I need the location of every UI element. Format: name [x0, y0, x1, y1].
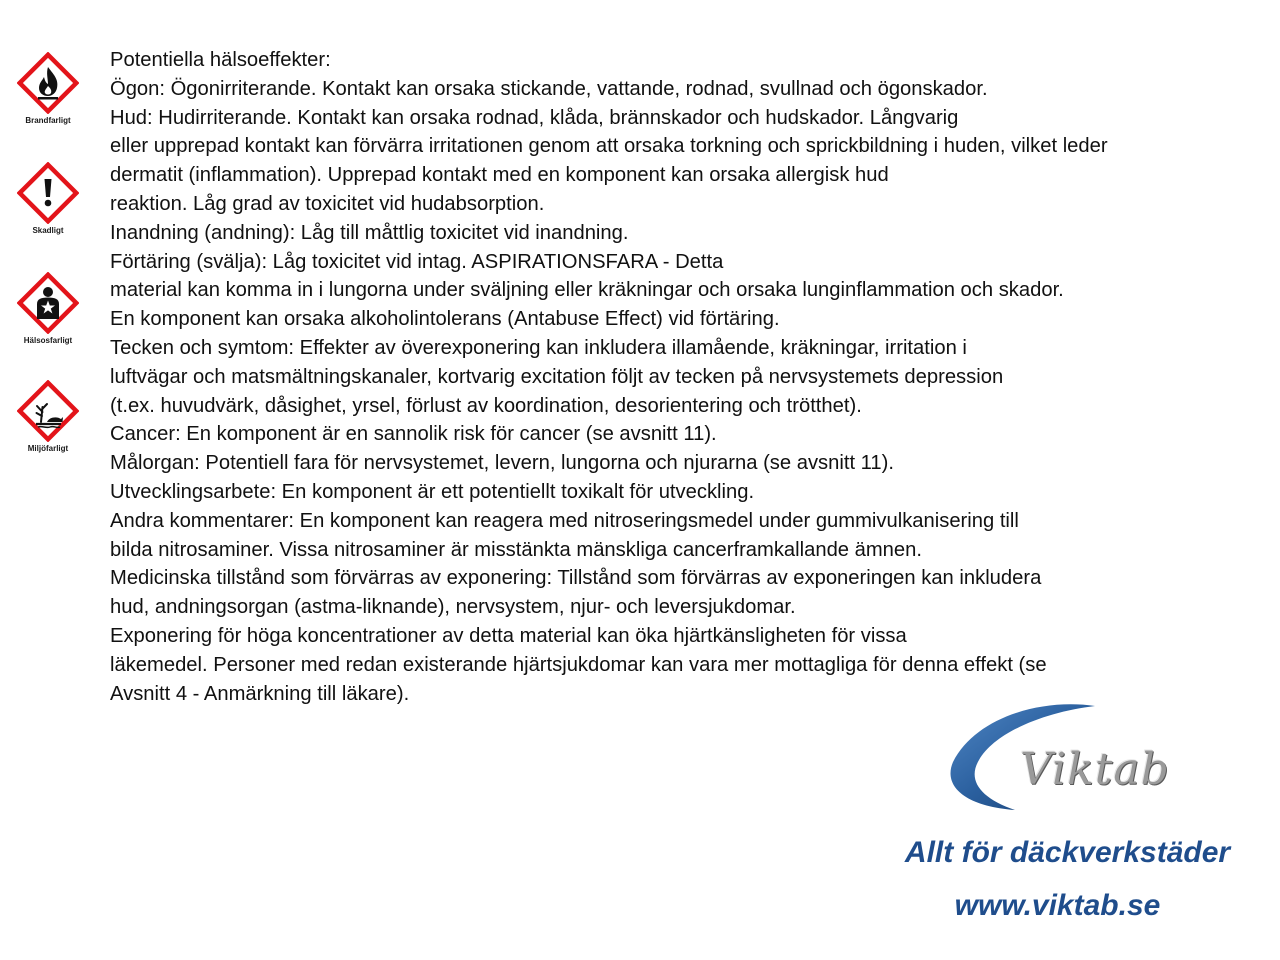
pictogram-harmful — [10, 162, 86, 235]
text-line: dermatit (inflammation). Upprepad kontakt med en komponent kan orsaka allergisk hud — [110, 164, 889, 187]
text-line: Medicinska tillstånd som förvärras av exponering: Tillstånd som förvärras av exponeringen kan inkludera — [110, 567, 1042, 590]
text-line: Cancer: En komponent är en sannolik risk för cancer (se avsnitt 11). — [110, 423, 717, 446]
text-line: Potentiella hälsoeffekter: — [110, 49, 331, 71]
logo-wordmark: Viktab — [1020, 744, 1170, 795]
flame-icon — [17, 52, 79, 114]
health-effects-text — [110, 46, 1280, 708]
text-line: Målorgan: Potentiell fara för nervsystemet, levern, lungorna och njurarna (se avsnitt 11). — [110, 452, 894, 475]
environment-icon — [17, 380, 79, 442]
text-line: Förtäring (svälja): Låg toxicitet vid intag. ASPIRATIONSFARA - Detta — [110, 250, 724, 273]
text-line: material kan komma in i lungorna under sväljning eller kräkningar och orsaka lunginflammation och skador. — [110, 279, 1064, 302]
pictogram-environment — [10, 380, 86, 453]
viktab-logo — [945, 700, 1170, 825]
pictogram-label: Brandfarligt — [25, 116, 71, 125]
pictogram-label: Miljöfarligt — [27, 444, 69, 453]
website-link[interactable]: www.viktab.se — [954, 889, 1161, 922]
text-line: Hud: Hudirriterande. Kontakt kan orsaka rodnad, klåda, brännskador och hudskador. Långvarig — [110, 106, 959, 129]
exclamation-mark-icon — [17, 162, 79, 224]
text-line: Avsnitt 4 - Anmärkning till läkare). — [110, 682, 410, 705]
text-line: läkemedel. Personer med redan existerande hjärtsjukdomar kan vara mer mottagliga för denna effekt (se — [110, 653, 1047, 676]
pictogram-label: Hälsosfarligt — [23, 336, 73, 345]
text-line: Tecken och symtom: Effekter av överexponering kan inkludera illamående, kräkningar, irritation i — [110, 336, 967, 359]
pictogram-health-hazard — [10, 272, 86, 345]
text-line: Inandning (andning): Låg till måttlig toxicitet vid inandning. — [110, 221, 629, 244]
text-line: eller upprepad kontakt kan förvärra irritationen genom att orsaka torkning och sprickbildning i huden, vilket leder — [110, 135, 1108, 158]
slogan: Allt för däckverkstäder — [904, 836, 1231, 869]
pictogram-flammable — [10, 52, 86, 125]
text-line: reaktion. Låg grad av toxicitet vid hudabsorption. — [110, 192, 545, 215]
text-line: hud, andningsorgan (astma-liknande), nervsystem, njur- och leversjukdomar. — [110, 596, 796, 619]
text-line: Utvecklingsarbete: En komponent är ett potentiellt toxikalt för utveckling. — [110, 480, 755, 503]
text-line: (t.ex. huvudvärk, dåsighet, yrsel, förlust av koordination, desorientering och trötthet). — [110, 394, 862, 417]
text-line: luftvägar och matsmältningskanaler, kortvarig excitation följt av tecken på nervsystemets depression — [110, 365, 1004, 388]
text-line: Exponering för höga koncentrationer av detta material kan öka hjärtkänsligheten för vissa — [110, 624, 907, 647]
text-line: En komponent kan orsaka alkoholintolerans (Antabuse Effect) vid förtäring. — [110, 308, 780, 331]
text-line: Ögon: Ögonirriterande. Kontakt kan orsaka stickande, vattande, rodnad, svullnad och ögonskador. — [110, 77, 988, 100]
text-line: Andra kommentarer: En komponent kan reagera med nitroseringsmedel under gummivulkanisering till — [110, 509, 1019, 532]
text-line: bilda nitrosaminer. Vissa nitrosaminer är misstänkta mänskliga cancerframkallande ämnen. — [110, 538, 922, 561]
pictogram-label: Skadligt — [32, 226, 64, 235]
health-hazard-icon — [17, 272, 79, 334]
